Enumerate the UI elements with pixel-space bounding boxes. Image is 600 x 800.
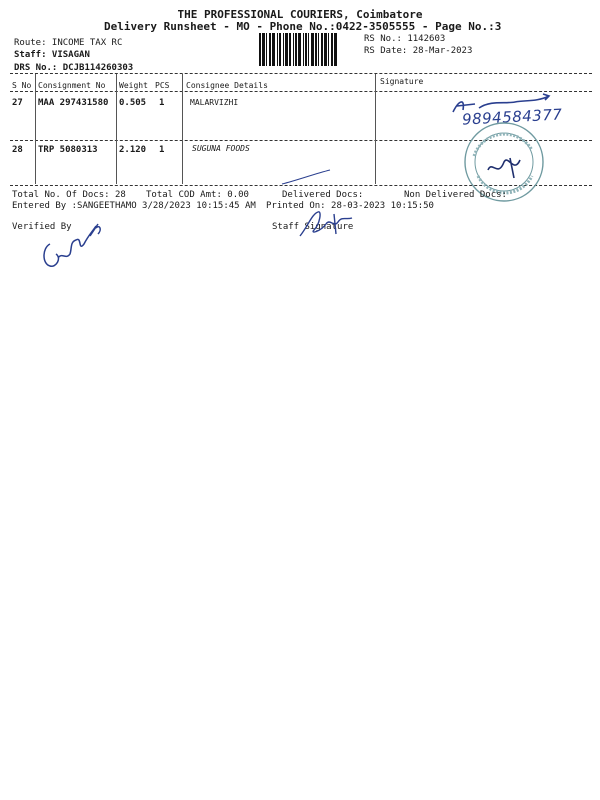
row-consignee: SUGUNA FOODS [192,144,250,153]
verifier-signature [36,214,116,274]
staff-signature [290,206,360,242]
column-header-consignment: Consignment No [38,81,106,90]
row-pcs: 1 [159,98,165,108]
staff-signature-label: Staff Signature [272,222,354,232]
column-header-signature: Signature [380,77,424,86]
row-consignment: MAA 297431580 [38,98,109,108]
rs-date: RS Date: 28-Mar-2023 [364,46,473,56]
column-header-weight: Weight [119,81,148,90]
non-delivered-docs: Non Delivered Docs: [404,190,507,200]
route-label: Route: INCOME TAX RC [14,38,123,48]
printed-on: Printed On: 28-03-2023 10:15:50 [266,201,434,211]
drs-number: DRS No.: DCJB114260303 [14,63,134,73]
column-divider [375,74,376,184]
pen-stroke [278,168,338,188]
total-docs: Total No. Of Docs: 28 [12,190,126,200]
row-pcs: 1 [159,145,165,155]
row-weight: 0.505 [119,98,147,108]
runsheet-subtitle: Delivery Runsheet - MO - Phone No.:0422-3505555 - Page No.:3 [104,20,502,33]
table-top-rule [10,73,592,74]
row-consignee: MALARVIZHI [190,98,239,107]
row-sno: 28 [12,145,23,155]
column-header-consignee: Consignee Details [186,81,268,90]
staff-label: Staff: VISAGAN [14,50,90,60]
column-divider [116,74,117,184]
entered-by: Entered By :SANGEETHAMO 3/28/2023 10:15:45 AM [12,201,256,211]
row-weight: 2.120 [119,145,147,155]
column-header-sno: S No [12,81,32,90]
rs-number: RS No.: 1142603 [364,34,446,44]
column-divider [35,74,36,184]
handwritten-phone: 9894584377 [461,105,563,129]
company-title: THE PROFESSIONAL COURIERS, Coimbatore [177,8,423,21]
barcode-image [259,33,359,66]
total-cod: Total COD Amt: 0.00 [146,190,249,200]
column-divider [182,74,183,184]
column-header-pcs: PCS [155,81,170,90]
verified-by-label: Verified By [12,222,72,232]
delivered-docs: Delivered Docs: [282,190,364,200]
row-consignment: TRP 5080313 [38,145,98,155]
row-sno: 27 [12,98,23,108]
